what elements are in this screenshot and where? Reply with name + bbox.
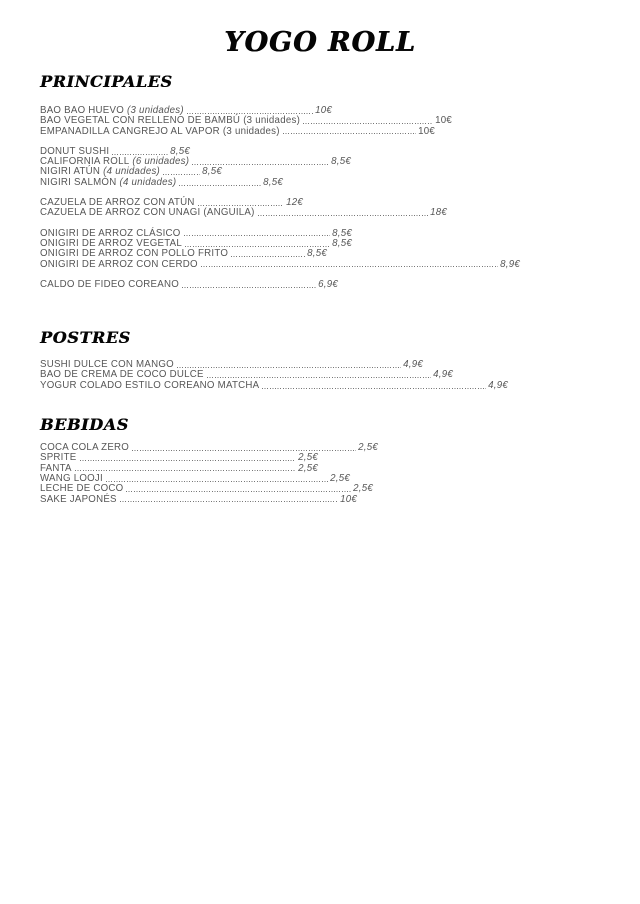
item-quantity: (4 unidades) xyxy=(103,166,161,178)
dotted-leader xyxy=(132,450,356,451)
item-price: 8,5€ xyxy=(170,145,190,157)
menu-item-group xyxy=(40,147,600,188)
item-name: NIGIRI ATÚN xyxy=(40,166,101,178)
dotted-leader xyxy=(177,367,401,368)
menu-item-row xyxy=(40,484,373,494)
dotted-leader xyxy=(283,133,416,134)
dotted-leader xyxy=(258,215,428,216)
item-name: CALDO DE FIDEO COREANO xyxy=(40,278,179,290)
dotted-leader xyxy=(112,154,168,155)
dotted-leader xyxy=(120,501,338,502)
page-title: YOGO ROLL xyxy=(224,27,416,58)
menu-item-row xyxy=(40,381,508,391)
item-name: ONIGIRI DE ARROZ CON POLLO FRITO xyxy=(40,248,229,260)
item-price: 8,5€ xyxy=(332,227,352,239)
item-price: 2,5€ xyxy=(298,452,318,464)
menu-item-row xyxy=(40,260,520,270)
item-price: 2,5€ xyxy=(298,462,318,474)
item-name: SAKE JAPONÉS xyxy=(40,493,117,505)
item-name: FANTA xyxy=(40,462,72,474)
menu-item-group xyxy=(40,443,600,505)
menu-item-row xyxy=(40,127,435,137)
dotted-leader xyxy=(187,113,313,114)
dotted-leader xyxy=(184,235,331,236)
section-title: BEBIDAS xyxy=(40,415,129,435)
item-price: 4,9€ xyxy=(488,379,508,391)
item-name: DONUT SUSHI xyxy=(40,145,110,157)
item-price: 18€ xyxy=(430,207,447,219)
menu-item-row xyxy=(40,178,283,188)
item-price: 2,5€ xyxy=(358,442,378,454)
dotted-leader xyxy=(126,491,351,492)
item-quantity: (3 unidades) xyxy=(127,105,184,116)
item-name: ONIGIRI DE ARROZ CON CERDO xyxy=(40,258,198,270)
item-name: EMPANADILLA CANGREJO AL VAPOR xyxy=(40,125,220,137)
dotted-leader xyxy=(192,164,329,165)
item-price: 4,9€ xyxy=(403,359,423,371)
item-price: 8,5€ xyxy=(331,156,351,168)
item-name: ONIGIRI DE ARROZ CLÁSICO xyxy=(40,227,181,239)
menu-sections xyxy=(40,72,600,505)
item-price: 8,5€ xyxy=(307,248,327,260)
dotted-leader xyxy=(163,174,200,175)
menu-item-group xyxy=(40,198,600,219)
item-name: WANG LOOJI xyxy=(40,472,103,484)
menu-item-group xyxy=(40,106,600,137)
dotted-leader xyxy=(185,246,330,247)
item-name: COCA COLA ZERO xyxy=(40,442,130,454)
dotted-leader xyxy=(182,287,316,288)
item-name: CAZUELA DE ARROZ CON UNAGI (ANGUILA) xyxy=(40,207,255,219)
item-quantity: (4 unidades) xyxy=(119,176,177,188)
menu-item-row xyxy=(40,280,338,290)
item-price: 6,9€ xyxy=(318,278,338,290)
menu-item-group xyxy=(40,229,600,270)
menu-item-row xyxy=(40,453,318,463)
item-price: 8,9€ xyxy=(500,258,520,270)
menu-item-group xyxy=(40,360,600,391)
item-price: 8,5€ xyxy=(263,176,283,188)
item-price: 2,5€ xyxy=(330,472,350,484)
dotted-leader xyxy=(303,123,433,124)
item-name: YOGUR COLADO ESTILO COREANO MATCHA xyxy=(40,379,260,391)
item-name: LECHE DE COCO xyxy=(40,483,124,495)
dotted-leader xyxy=(262,388,486,389)
dotted-leader xyxy=(106,481,328,482)
item-quantity: (6 unidades) xyxy=(132,156,190,168)
menu-section-bebidas xyxy=(40,415,600,505)
item-price: 10€ xyxy=(315,105,332,116)
item-name: CALIFORNIA ROLL xyxy=(40,156,130,168)
item-price: 8,5€ xyxy=(202,166,222,178)
menu-section-postres xyxy=(40,328,600,391)
dotted-leader xyxy=(80,460,297,461)
item-quantity: (3 unidades) xyxy=(222,125,280,137)
item-name: SUSHI DULCE CON MANGO xyxy=(40,359,174,371)
item-name: BAO VEGETAL CON RELLENO DE BAMBÚ xyxy=(40,115,241,127)
item-name: SPRITE xyxy=(40,452,77,464)
dotted-leader xyxy=(231,256,305,257)
menu-item-group xyxy=(40,280,600,290)
section-title: PRINCIPALES xyxy=(40,72,173,91)
section-title: POSTRES xyxy=(40,328,131,348)
item-name: ONIGIRI DE ARROZ VEGETAL xyxy=(40,237,183,249)
item-price: 10€ xyxy=(435,115,452,127)
item-price: 4,9€ xyxy=(433,369,453,381)
item-name: BAO DE CREMA DE COCO DULCE xyxy=(40,369,204,381)
item-name: BAO BAO HUEVO xyxy=(40,105,124,116)
dotted-leader xyxy=(201,266,498,267)
menu-item-row xyxy=(40,208,447,218)
item-price: 10€ xyxy=(418,125,435,137)
dotted-leader xyxy=(198,205,284,206)
item-quantity: (3 unidades) xyxy=(243,115,301,127)
menu-item-row xyxy=(40,443,378,453)
dotted-leader xyxy=(179,185,261,186)
item-price: 12€ xyxy=(286,197,303,209)
item-name: NIGIRI SALMÓN xyxy=(40,176,117,188)
dotted-leader xyxy=(75,470,296,471)
item-price: 8,5€ xyxy=(332,237,352,249)
item-name: CAZUELA DE ARROZ CON ATÚN xyxy=(40,197,195,209)
item-price: 2,5€ xyxy=(353,483,373,495)
menu-section-principales xyxy=(40,72,600,290)
menu-item-row xyxy=(40,495,357,505)
dotted-leader xyxy=(207,377,431,378)
item-price: 10€ xyxy=(340,493,357,505)
